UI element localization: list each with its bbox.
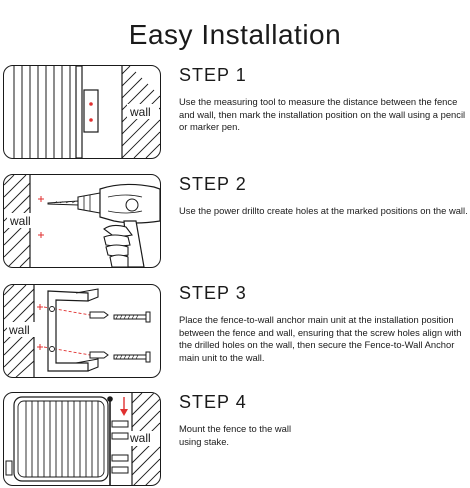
- step4-title: STEP 4: [179, 392, 247, 412]
- step1-title: STEP 1: [179, 65, 247, 85]
- step4-illustration: [3, 392, 161, 486]
- step2-text: Use the power drillto create holes at the marked positions on the wall.: [179, 205, 468, 216]
- step4-text: Mount the fence to the wall using stake.: [179, 423, 292, 447]
- step1-wall-label: wall: [130, 105, 151, 119]
- step1-illustration: [3, 65, 161, 159]
- step1-text: Use the measuring tool to measure the distance between the fence and wall, then mark the installation position on the wall using a pencil or marker pen.: [179, 96, 466, 133]
- step3-title: STEP 3: [179, 283, 247, 303]
- step3-illustration: [3, 284, 161, 378]
- step2-illustration: [3, 174, 161, 268]
- step4-wall-label: wall: [130, 431, 151, 445]
- step2-title: STEP 2: [179, 174, 247, 194]
- step3-wall-label: wall: [9, 323, 30, 337]
- page-title: Easy Installation: [128, 18, 342, 50]
- step3-text: Place the fence-to-wall anchor main unit at the installation position between the fence and wall, ensuring that the screw holes align with the drilled holes on the wall, then secure the Fence-to-Wall Anchor main unit to the wall.: [179, 314, 462, 363]
- step2-wall-label: wall: [10, 214, 31, 228]
